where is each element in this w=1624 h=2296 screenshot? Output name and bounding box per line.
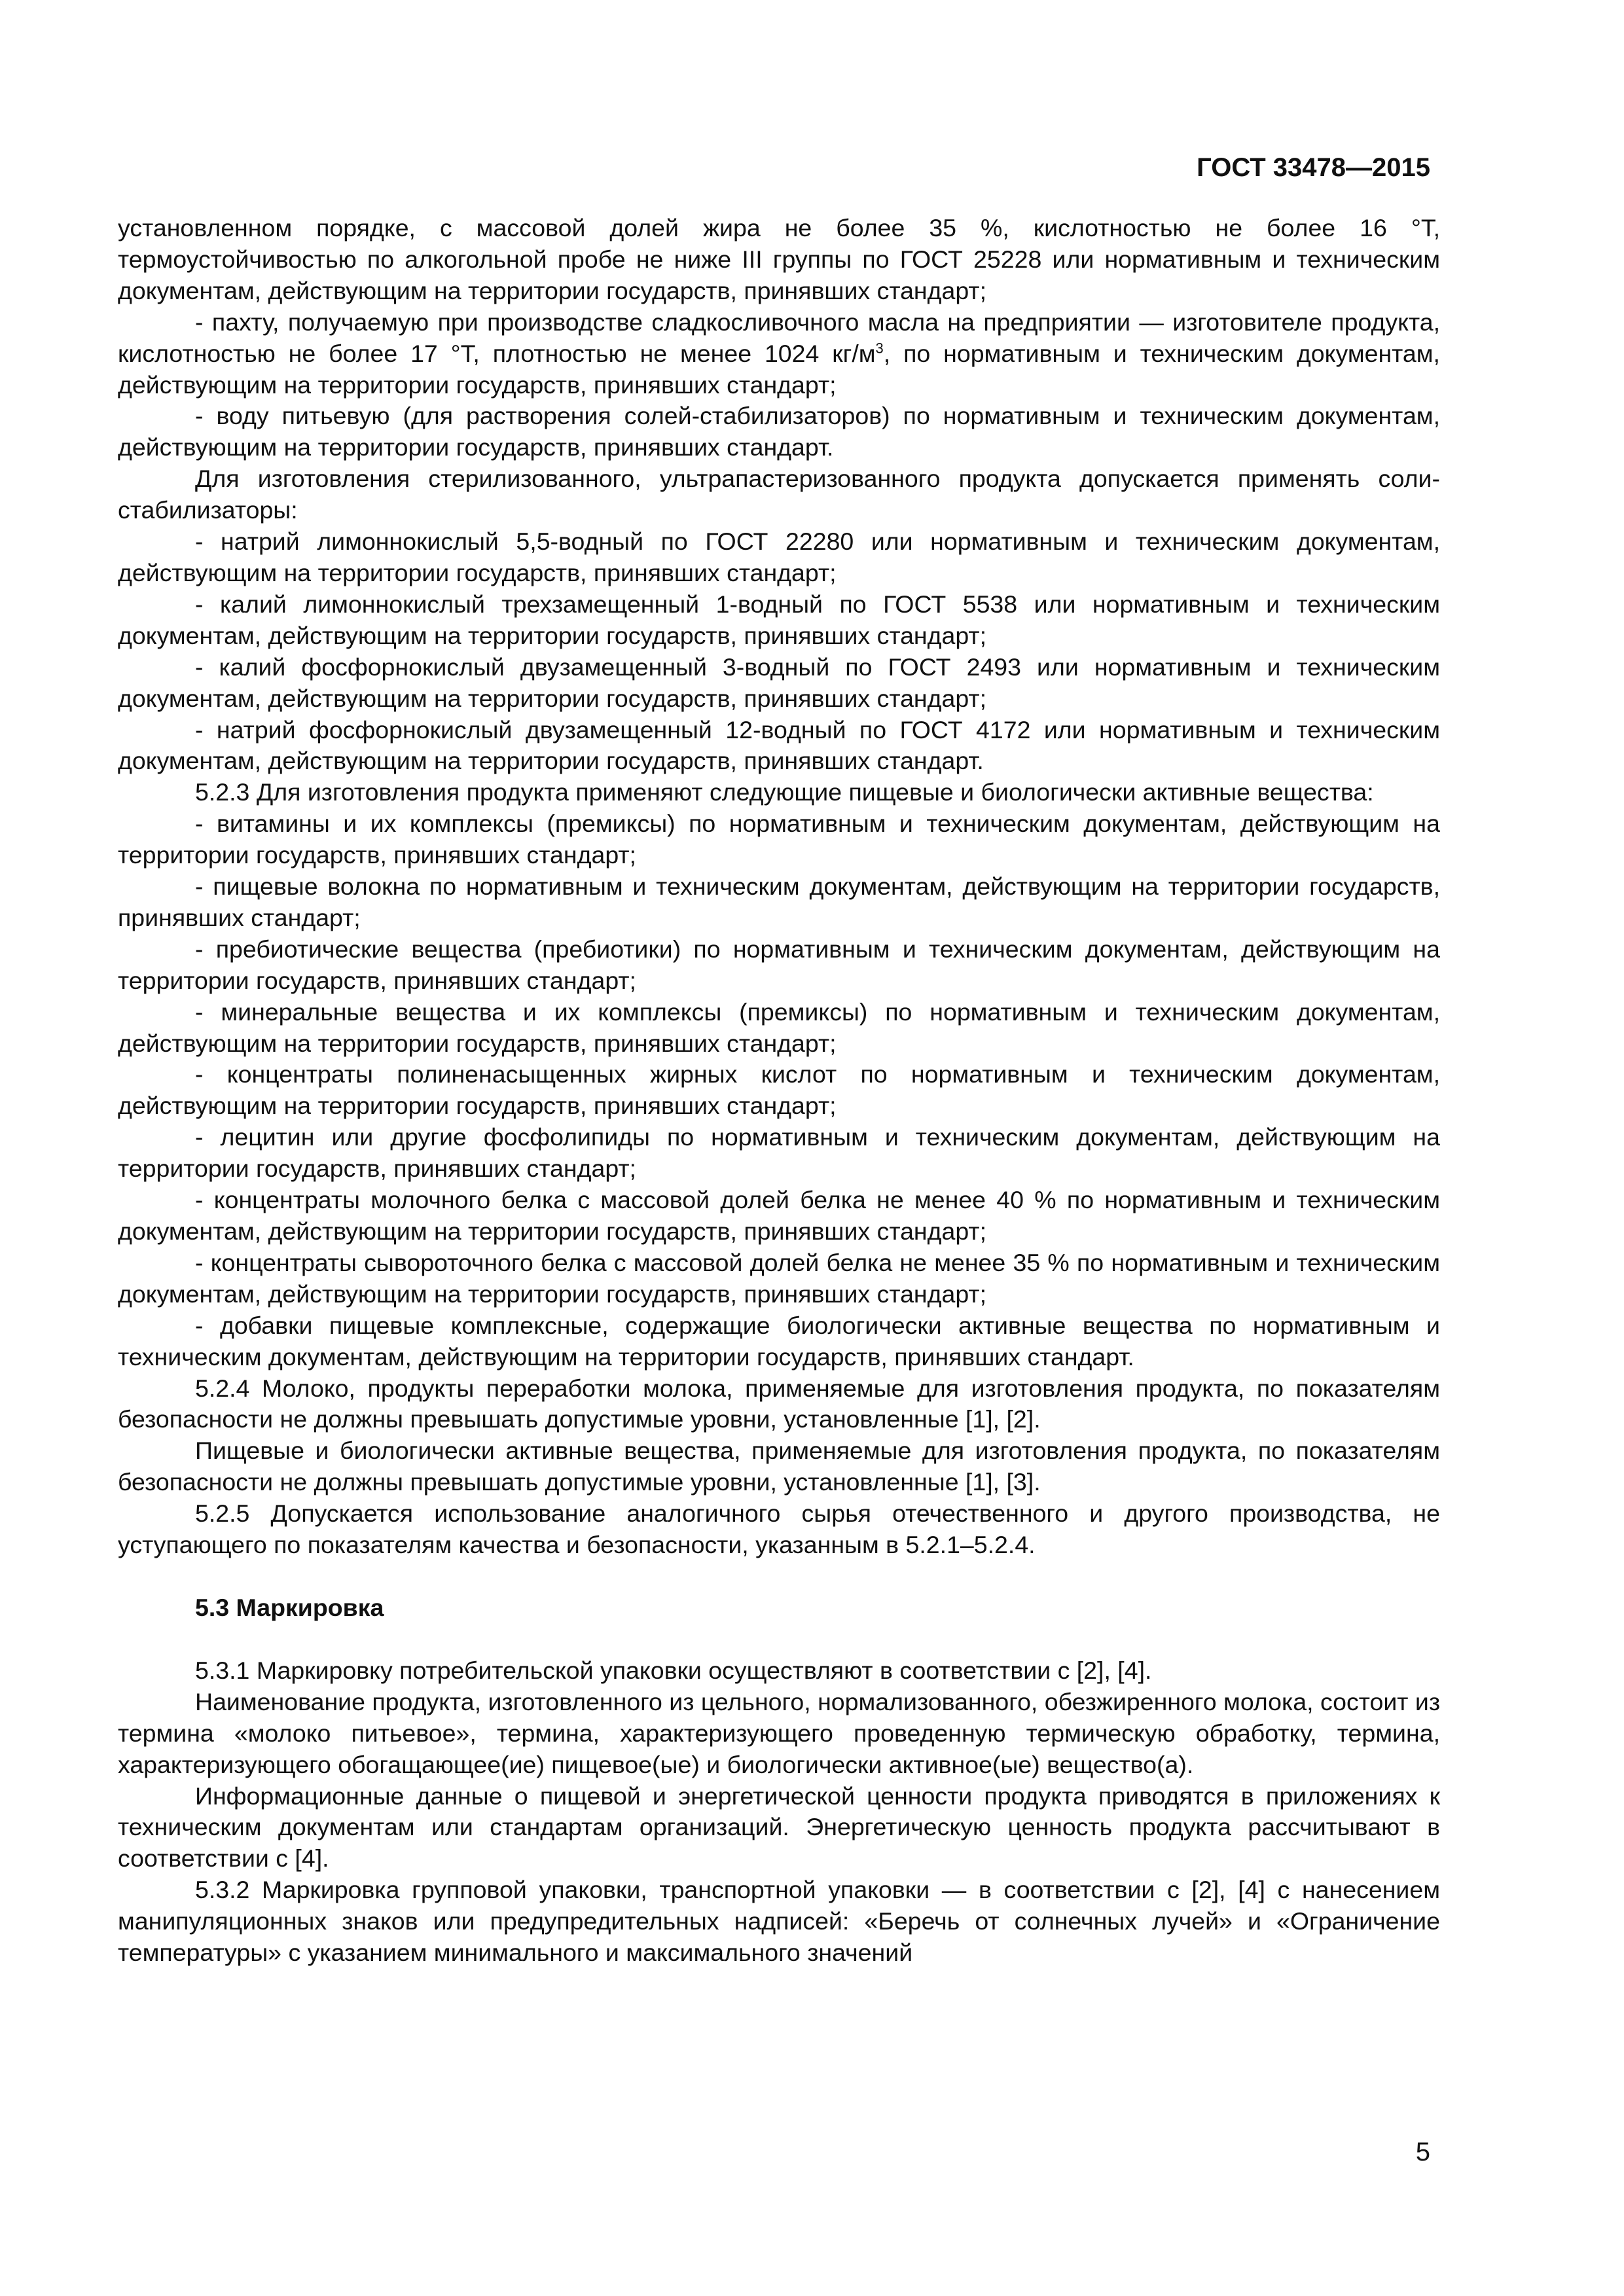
paragraph: 5.2.3 Для изготовления продукта применяют следующие пищевые и биологически активные вещества: [195, 778, 1374, 806]
section-heading: 5.3 Маркировка [195, 1593, 384, 1621]
paragraph: Пищевые и биологически активные вещества, применяемые для изготовления продукта, по показателям безопасности не должны превышать допустимые уровни, установленные [1], [3]. [118, 1437, 1440, 1496]
page-number: 5 [1415, 2138, 1430, 2166]
paragraph: Информационные данные о пищевой и энергетической ценности продукта приводятся в приложениях к техническим документам или стандартам организаций. Энергетическую ценность продукта рассчитывают в соответствии с [4]. [118, 1782, 1440, 1873]
list-item: - лецитин или другие фосфолипиды по нормативным и техническим документам, действующим на территории государств, принявших стандарт; [118, 1123, 1440, 1183]
document-body [118, 213, 1440, 1969]
list-item: - концентраты молочного белка с массовой долей белка не менее 40 % по нормативным и техническим документам, действующим на территории государств, принявших стандарт; [118, 1186, 1440, 1245]
list-item: - концентраты сывороточного белка с массовой долей белка не менее 35 % по нормативным и техническим документам, действующим на территории государств, принявших стандарт; [118, 1248, 1440, 1308]
paragraph: 5.3.1 Маркировку потребительской упаковки осуществляют в соответствии с [2], [4]. [195, 1656, 1152, 1684]
superscript: 3 [875, 340, 884, 357]
paragraph: 5.3.2 Маркировка групповой упаковки, транспортной упаковки — в соответствии с [2], [4] с нанесением манипуляционных знаков или предупредительных надписей: «Беречь от солнечных лучей» и «Ограничение температуры» с указанием минимального и максимального значений [118, 1876, 1440, 1967]
list-item: - натрий лимоннокислый 5,5-водный по ГОСТ 22280 или нормативным и техническим документам, действующим на территории государств, принявших стандарт; [118, 528, 1440, 586]
list-item: - пищевые волокна по нормативным и техническим документам, действующим на территории государств, принявших стандарт; [118, 872, 1440, 931]
paragraph: - воду питьевую (для растворения солей-стабилизаторов) по нормативным и техническим документам, действующим на территории государств, принявших стандарт. [118, 402, 1440, 461]
list-item: - добавки пищевые комплексные, содержащие биологически активные вещества по нормативным и техническим документам, действующим на территории государств, принявших стандарт. [118, 1311, 1440, 1371]
list-item: - калий лимоннокислый трехзамещенный 1-водный по ГОСТ 5538 или нормативным и техническим документам, действующим на территории государств, принявших стандарт; [118, 590, 1440, 649]
list-item: - калий фосфорнокислый двузамещенный 3-водный по ГОСТ 2493 или нормативным и техническим документам, действующим на территории государств, принявших стандарт; [118, 653, 1440, 712]
paragraph: Наименование продукта, изготовленного из цельного, нормализованного, обезжиренного молока, состоит из термина «молоко питьевое», термина, характеризующего проведенную термическую обработку, термина, характеризующего обогащающее(ие) пищевое(ые) и биологически активное(ые) вещество(а). [118, 1687, 1441, 1778]
list-item: - минеральные вещества и их комплексы (премиксы) по нормативным и техническим документам, действующим на территории государств, принявших стандарт; [118, 997, 1440, 1057]
paragraph: - пахту, получаемую при производстве сладкосливочного масла на предприятии — изготовителе продукта, кислотностью не более 17 °Т, плотностью не менее 1024 $кг/м^3$, по нормативным и техническим документам, действующим на территории государств, принявших стандарт; [118, 308, 1440, 399]
paragraph: установленном порядке, с массовой долей жира не более 35 %, кислотностью не более 16 °Т, термоустойчивостью по алкогольной пробе не ниже III группы по ГОСТ 25228 или нормативным и техническим документам, действующим на территории государств, принявших стандарт; [118, 214, 1440, 304]
paragraph: 5.2.4 Молоко, продукты переработки молока, применяемые для изготовления продукта, по показателям безопасности не должны превышать допустимые уровни, установленные [1], [2]. [118, 1374, 1440, 1433]
list-item: - концентраты полиненасыщенных жирных кислот по нормативным и техническим документам, действующим на территории государств, принявших стандарт; [118, 1060, 1440, 1120]
list-item: - пребиотические вещества (пребиотики) по нормативным и техническим документам, действующим на территории государств, принявших стандарт; [118, 935, 1440, 994]
paragraph: 5.2.5 Допускается использование аналогичного сырья отечественного и другого производства, не уступающего по показателям качества и безопасности, указанным в 5.2.1–5.2.4. [118, 1499, 1440, 1559]
list-item: - натрий фосфорнокислый двузамещенный 12-водный по ГОСТ 4172 или нормативным и техническим документам, действующим на территории государств, принявших стандарт. [118, 715, 1440, 775]
document-code-header: ГОСТ 33478—2015 [1197, 153, 1430, 182]
list-item: - витамины и их комплексы (премиксы) по нормативным и техническим документам, действующим на территории государств, принявших стандарт; [118, 810, 1440, 869]
paragraph: Для изготовления стерилизованного, ультрапастеризованного продукта допускается применять соли-стабилизаторы: [118, 465, 1440, 524]
